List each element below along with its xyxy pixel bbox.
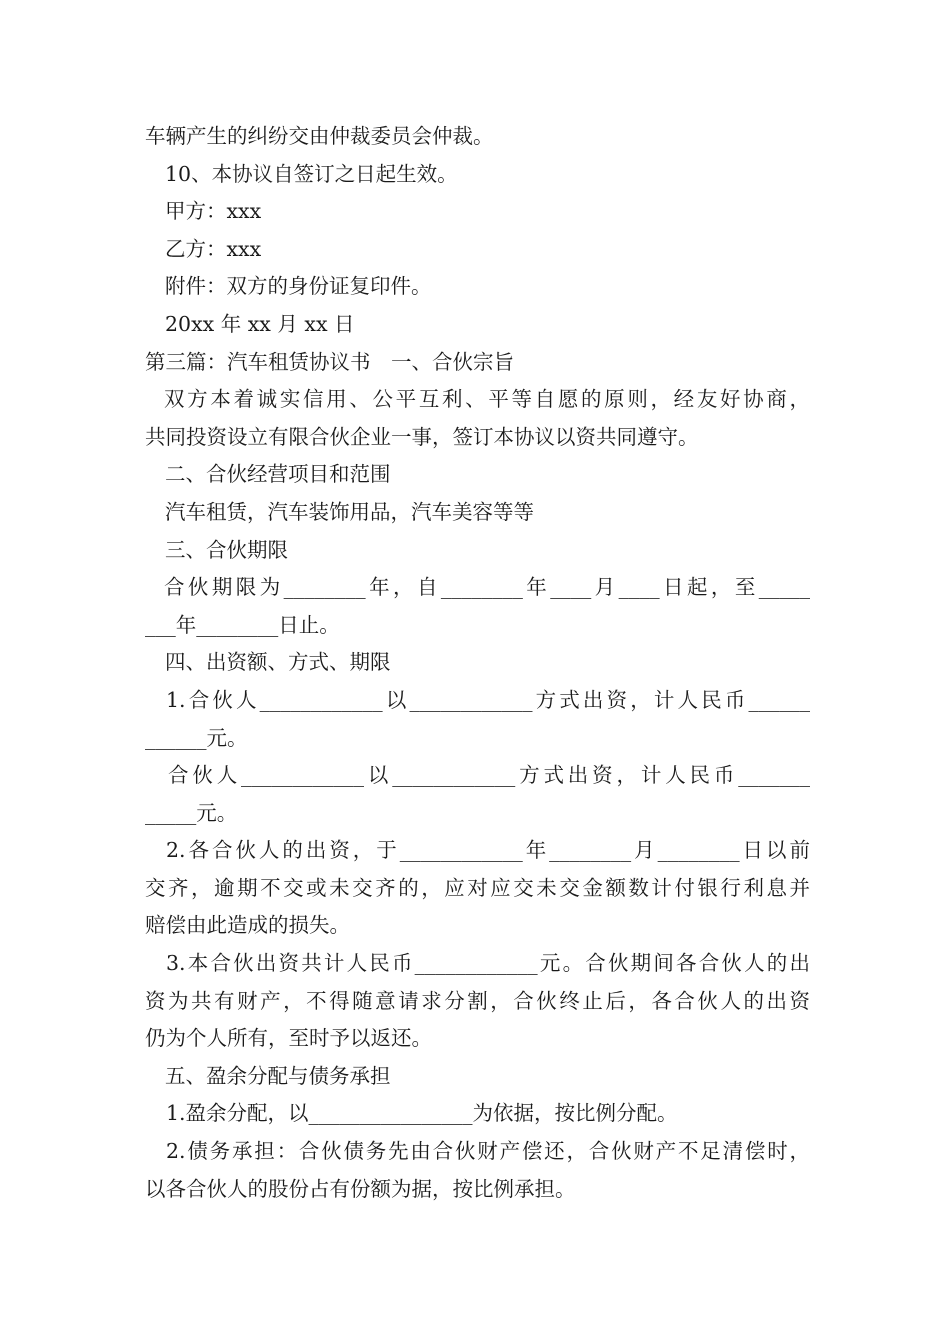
paragraph-line: 双方本着诚实信用、公平互利、平等自愿的原则，经友好协商， — [164, 387, 810, 412]
paragraph-line: 赔偿由此造成的损失。 — [145, 913, 350, 938]
paragraph-line: 10、本协议自签订之日起生效。 — [165, 161, 458, 186]
paragraph-line: 3.本合伙出资共计人民币____________元。合伙期间各合伙人的出 — [166, 951, 810, 976]
paragraph-line: ___年________日止。 — [145, 612, 340, 637]
date-line: 20xx 年 xx 月 xx 日 — [165, 311, 355, 336]
paragraph-line: 仍为个人所有，至时予以返还。 — [145, 1026, 432, 1051]
document-body — [145, 118, 810, 1208]
paragraph-line: 合伙期限为________年，自________年____月____日起，至_____ — [164, 575, 810, 600]
section-heading: 二、合伙经营项目和范围 — [165, 462, 391, 487]
attachment-line: 附件：双方的身份证复印件。 — [165, 274, 432, 299]
paragraph-line: 2.各合伙人的出资，于____________年________月________日以前 — [166, 838, 810, 863]
paragraph-line: 车辆产生的纠纷交由仲裁委员会仲裁。 — [145, 124, 494, 148]
section-heading: 三、合伙期限 — [165, 537, 288, 562]
paragraph-line: 以各合伙人的股份占有份额为据，按比例承担。 — [145, 1176, 576, 1201]
paragraph-line: 资为共有财产，不得随意请求分割，合伙终止后，各合伙人的出资 — [145, 988, 810, 1013]
paragraph-line: 2.债务承担：合伙债务先由合伙财产偿还，合伙财产不足清偿时， — [166, 1139, 810, 1164]
paragraph-line: ______元。 — [145, 725, 248, 750]
party-a-line: 甲方：xxx — [165, 199, 262, 224]
section-heading: 五、盈余分配与债务承担 — [165, 1063, 391, 1088]
paragraph-line: 交齐，逾期不交或未交齐的，应对应交未交金额数计付银行利息并 — [145, 875, 810, 900]
party-b-line: 乙方：xxx — [165, 236, 262, 261]
paragraph-line: 共同投资设立有限合伙企业一事，签订本协议以资共同遵守。 — [145, 424, 699, 449]
paragraph-line: 汽车租赁，汽车装饰用品，汽车美容等等 — [165, 499, 534, 524]
section-heading: 第三篇：汽车租赁协议书 一、合伙宗旨 — [145, 349, 514, 374]
section-heading: 四、出资额、方式、期限 — [165, 650, 391, 675]
paragraph-line: 1.合伙人____________以____________方式出资，计人民币______ — [166, 687, 810, 712]
paragraph-line: 1.盈余分配，以________________为依据，按比例分配。 — [166, 1101, 678, 1126]
paragraph-line: 合伙人____________以____________方式出资，计人民币_______ — [168, 763, 810, 788]
paragraph-line: _____元。 — [145, 800, 238, 825]
